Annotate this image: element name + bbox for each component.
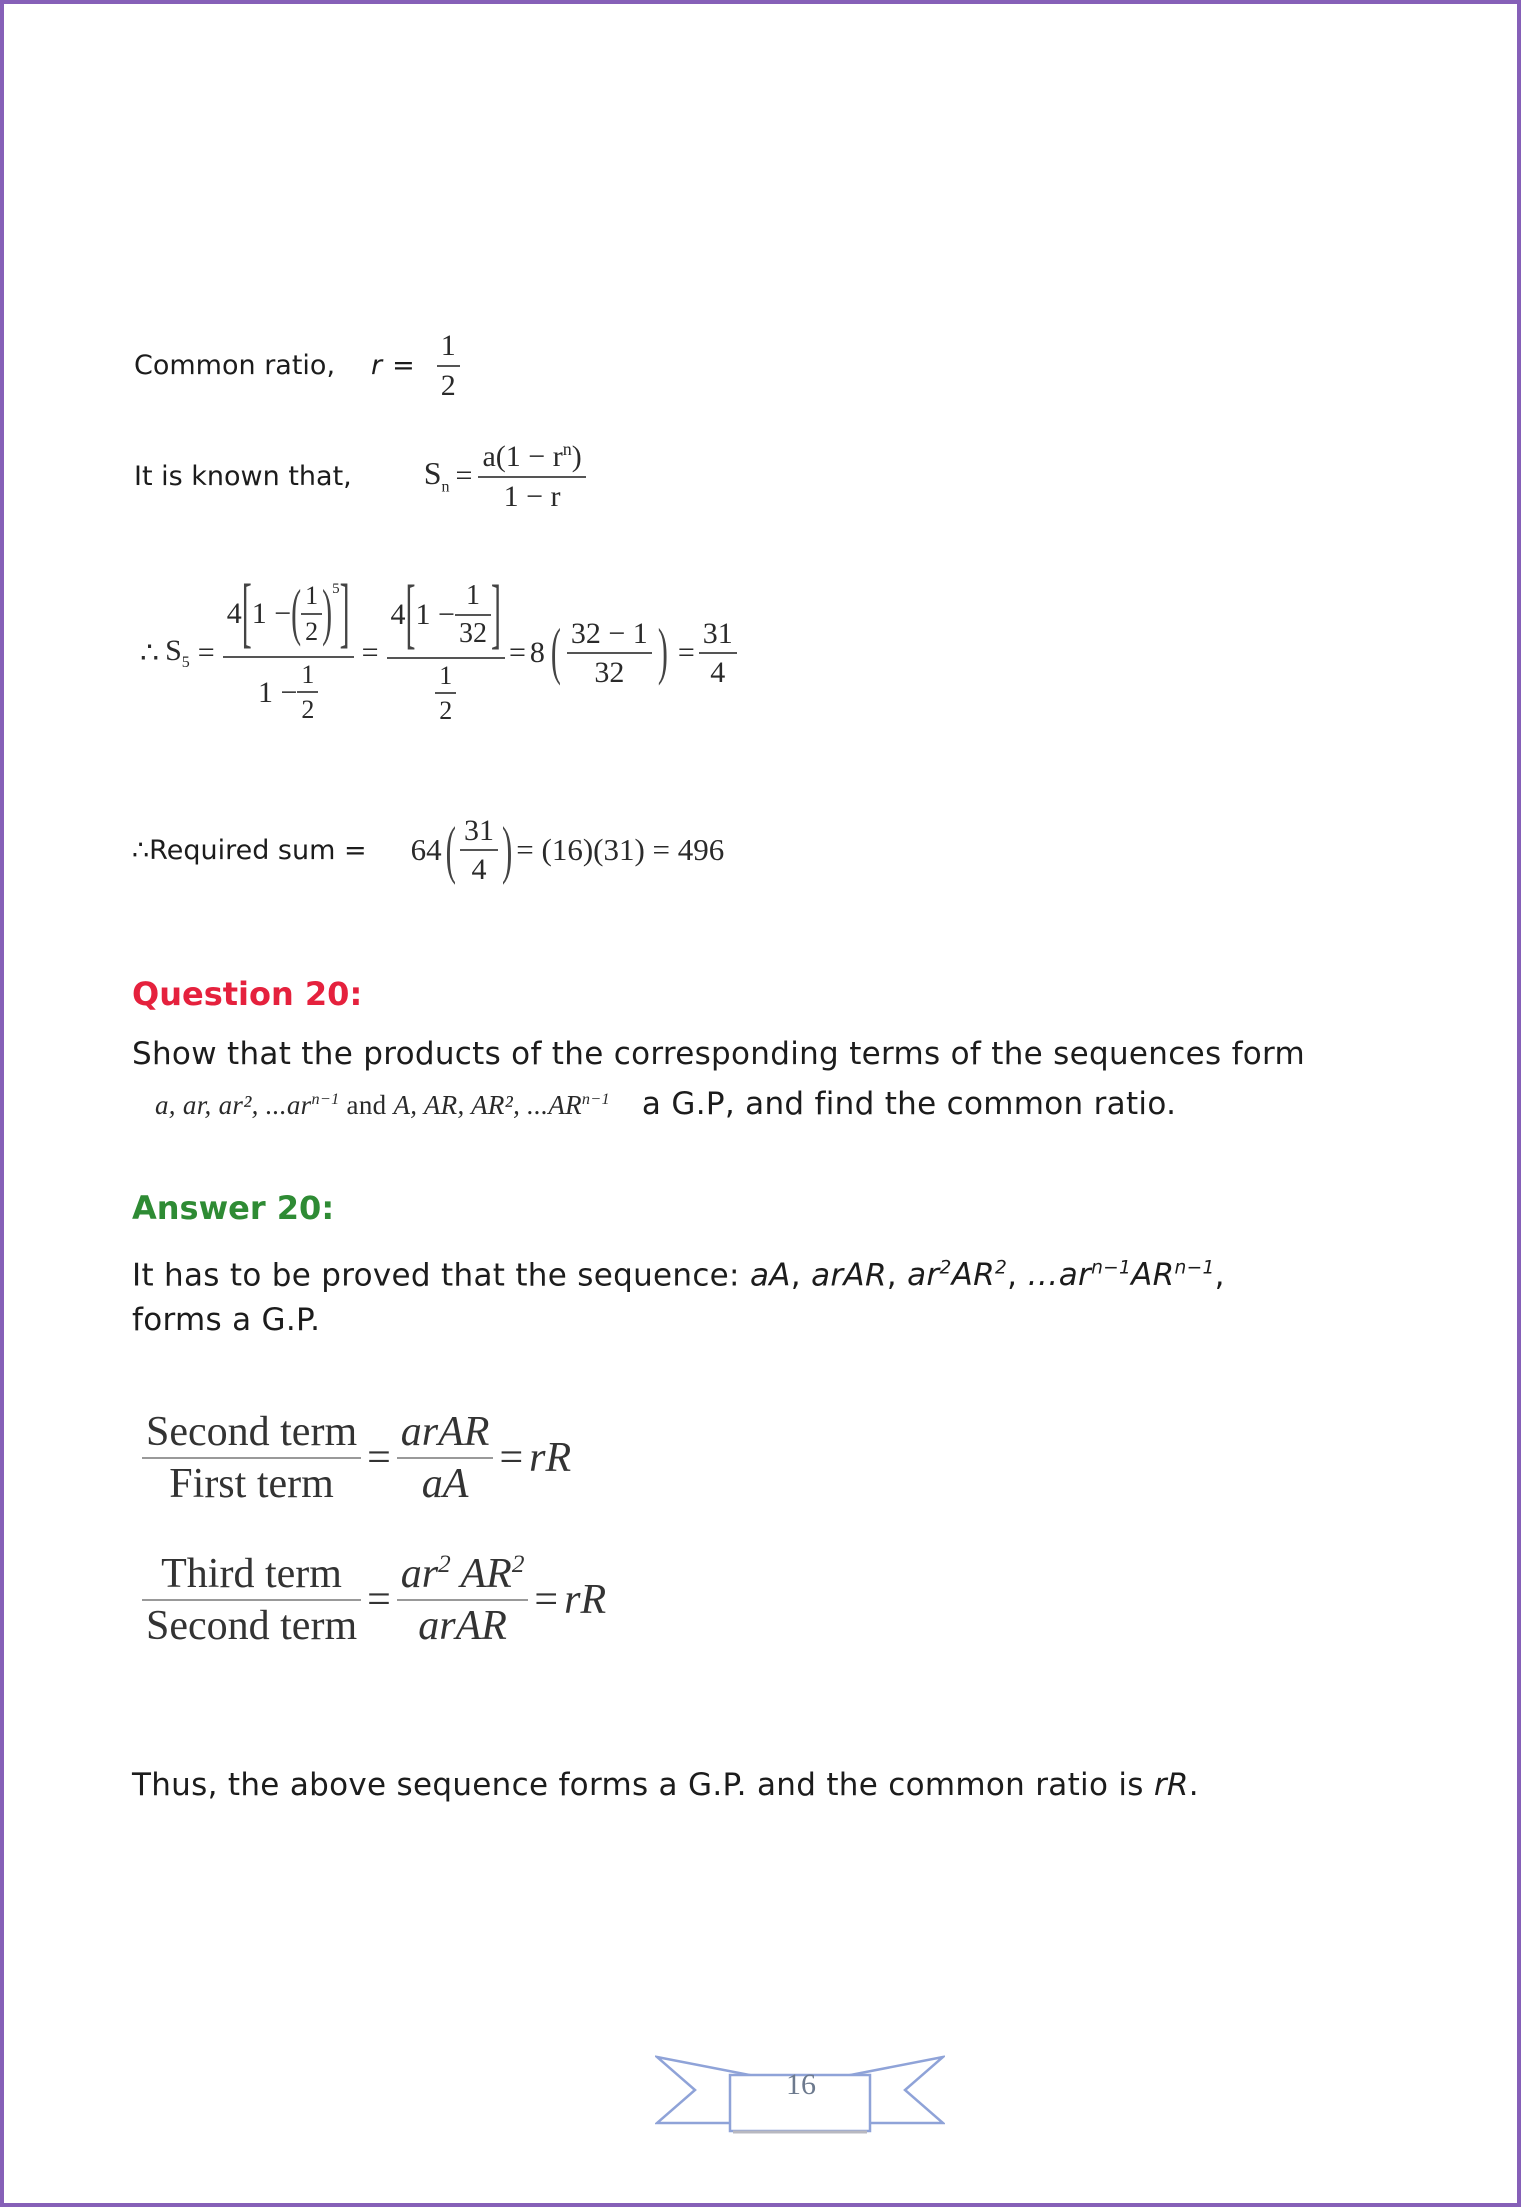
answer-conclusion: Thus, the above sequence forms a G.P. and the common ratio is rR. (132, 1767, 1199, 1803)
page-number: 16 (786, 2068, 816, 2101)
common-ratio-label: Common ratio, (134, 350, 336, 381)
sn-symbol: $S_n$ (423, 455, 450, 496)
question-heading: Question 20: (132, 975, 363, 1013)
question-text-line2: a, ar, ar², $...ar^{n-1}$ and A, AR, AR², $...AR^{n-1}$ a G.P, and find the common ratio. (155, 1077, 1455, 1128)
s5-result: $\frac{31}{4}$ (699, 618, 737, 689)
common-ratio-fraction: $\frac{1}{2}$ (437, 330, 460, 401)
s5-step2: 4 [ 1 − $\frac{1}{32}$ ] $\frac{1}{2}$ (387, 581, 505, 724)
sequence-2: A, AR, AR², $...AR^{n-1}$ (393, 1090, 610, 1120)
s5-step1: 4 [ 1 − ( $\frac{1}{2}$ ) $^5$ ] 1 − $\frac{1}{2}$ (223, 582, 354, 723)
common-ratio-var: r (371, 350, 383, 381)
answer-intro: It has to be proved that the sequence: aA, arAR, $ar^2AR^2$, $\dots ar^{n-1}AR^{n-1}$, forms a G.P. (132, 1257, 1225, 1339)
known-formula-label: It is known that, (134, 460, 352, 492)
s5-step3: $\frac{32 - 1}{32}$ (567, 618, 652, 689)
sn-fraction: $\frac{a(1 - r^n)}{1 - r}$ (478, 440, 585, 512)
known-formula-line (134, 440, 586, 512)
required-sum-line: ∴Required sum = 64 ( $\frac{31}{4}$ ) = (16)(31) = 496 (132, 812, 725, 886)
equals: = (455, 459, 473, 492)
required-sum-fraction: $\frac{31}{4}$ (460, 815, 498, 886)
ratio-1: $\frac{\text{Second term}}{\text{First term}}$ = $\frac{\text{arAR}}{aA}$ = rR (142, 1410, 571, 1506)
sequence-1: a, ar, ar², $...ar^{n-1}$ (155, 1090, 340, 1120)
ratio-2: $\frac{\text{Third term}}{\text{Second term}}$ = $\frac{ar^2 AR^2}{\text{arAR}}$ = rR (142, 1552, 606, 1648)
common-ratio-line (134, 330, 460, 401)
answer-heading: Answer 20: (132, 1189, 335, 1227)
s5-equation: ∴ $S_5$ = 4 [ 1 − ( $\frac{1}{2}$ ) $^5$ ] 1 − $\frac{1}{2}$ = 4 [ 1 − $\frac{1}{32}$ ] $\frac{1}{2}$ = 8 ( $\frac{32 - 1}{32}$ ) = $\frac{31}{4}$ (140, 548, 737, 758)
common-ratio-eq: = (392, 350, 415, 381)
question-text-line1: Show that the products of the corresponding terms of the sequences form (132, 1036, 1306, 1072)
